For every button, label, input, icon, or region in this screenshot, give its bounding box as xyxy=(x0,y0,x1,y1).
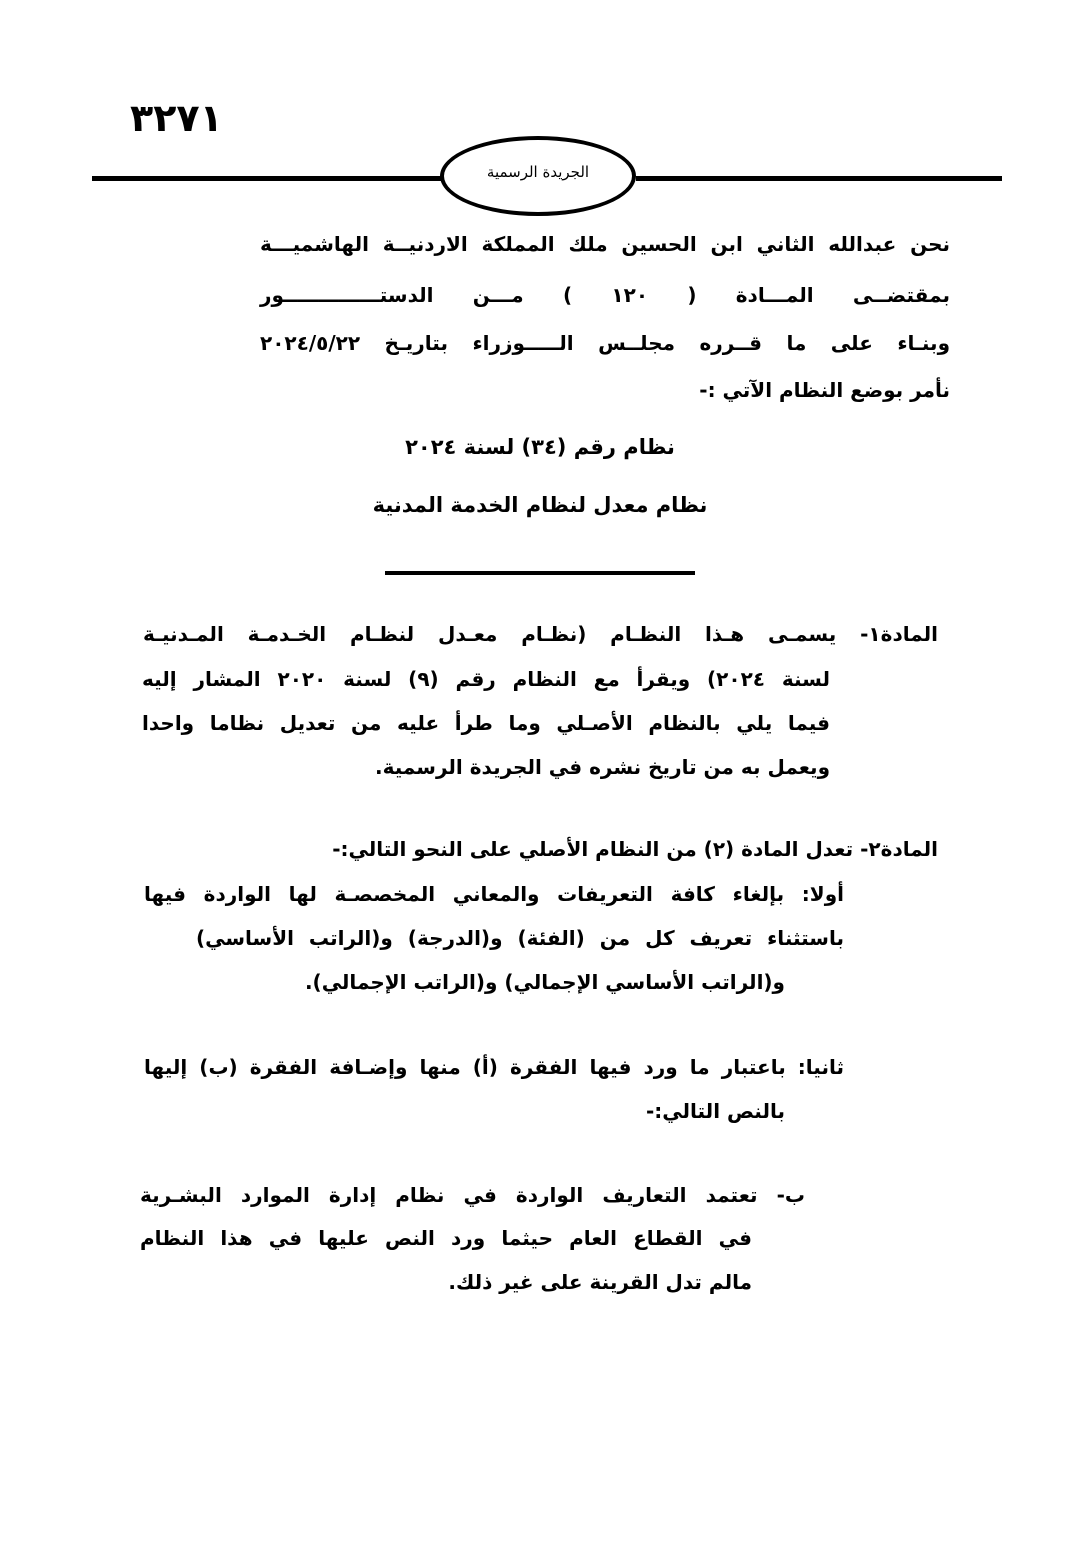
article-2-second-1: ثانيا: باعتبار ما ورد فيها الفقرة (أ) منها وإضـافة الفقرة (ب) إليها xyxy=(144,1055,844,1079)
article-2-first-1: أولا: بإلغاء كافة التعريفات والمعاني المخصصـة لها الواردة فيها xyxy=(144,882,844,906)
regulation-number: نظام رقم (٣٤) لسنة ٢٠٢٤ xyxy=(405,435,675,459)
clause-b-line-1: ب- تعتمد التعاريف الواردة في نظام إدارة الموارد البشـرية xyxy=(140,1183,805,1207)
article-1-line-1: المادة١- يسمـى هـذا النظـام (نظـام معـدل لنظـام الخـدمـة المـدنيـة xyxy=(143,622,938,646)
header-rule-right xyxy=(636,176,1002,181)
article-2-second-2: بالنص التالي:- xyxy=(645,1099,785,1123)
gazette-oval xyxy=(440,136,636,216)
page-number: ٣٢٧١ xyxy=(130,96,223,140)
article-2-first-3: و(الراتب الأساسي الإجمالي) و(الراتب الإجمالي). xyxy=(304,970,785,994)
header-rule-left xyxy=(92,176,444,181)
gazette-label: الجريدة الرسمية xyxy=(486,163,590,181)
title-divider xyxy=(385,571,695,575)
article-2-first-2: باستثناء تعريف كل من (الفئة) و(الدرجة) و(الراتب الأساسي) xyxy=(196,926,844,950)
article-1-line-4: ويعمل به من تاريخ نشره في الجريدة الرسمية. xyxy=(374,755,830,779)
preamble-line-2: بمقتضــى المـــادة ( ١٢٠ ) مـــن الدستــــــــــــــور xyxy=(260,283,950,307)
preamble-line-4: نأمر بوضع النظام الآتي :- xyxy=(699,378,950,402)
regulation-title: نظام معدل لنظام الخدمة المدنية xyxy=(372,493,708,517)
article-1-line-3: فيما يلي بالنظام الأصـلي وما طرأ عليه من تعديل نظاما واحدا xyxy=(142,711,830,735)
article-1-line-2: لسنة ٢٠٢٤) ويقرأ مع النظام رقم (٩) لسنة ٢٠٢٠ المشار إليه xyxy=(142,667,830,691)
clause-b-line-2: في القطاع العام حيثما ورد النص عليها في هذا النظام xyxy=(140,1226,752,1250)
article-2-line-1: المادة٢- تعدل المادة (٢) من النظام الأصلي على النحو التالي:- xyxy=(332,837,938,861)
clause-b-line-3: مالم تدل القرينة على غير ذلك. xyxy=(448,1270,752,1294)
preamble-line-1: نحن عبدالله الثاني ابن الحسين ملك المملكة الاردنيــة الهاشميـــة xyxy=(260,232,950,256)
preamble-line-3: وبنـاء على ما قــرره مجلــس الـــــوزراء بتاريـخ ٢٠٢٤/٥/٢٢ xyxy=(260,331,950,355)
